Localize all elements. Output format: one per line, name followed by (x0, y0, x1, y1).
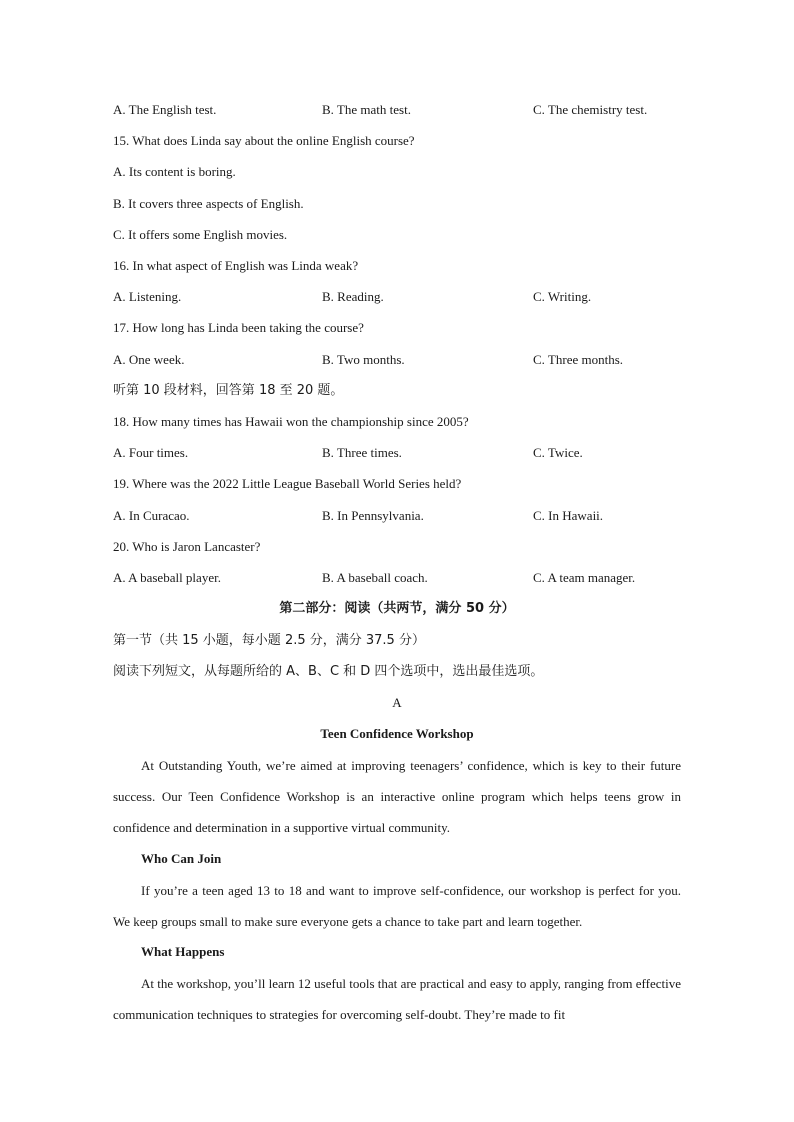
q17-option-b: B. Two months. (322, 352, 405, 367)
q20-question: 20. Who is Jaron Lancaster? (113, 539, 261, 554)
q18-question: 18. How many times has Hawaii won the championship since 2005? (113, 414, 469, 429)
who-heading: Who Can Join (141, 851, 222, 866)
q17-option-c: C. Three months. (533, 352, 624, 367)
q20-option-c: C. A team manager. (533, 570, 636, 585)
passage-label: A (392, 695, 402, 710)
section1-title: 第一节（共 15 小题，每小题 2.5 分，满分 37.5 分） (113, 633, 425, 648)
part2-title: 第二部分：阅读（共两节，满分 50 分） (279, 601, 515, 616)
q16-option-b: B. Reading. (322, 289, 384, 304)
q18-option-a: A. Four times. (113, 445, 189, 460)
q15-option-c: C. It offers some English movies. (113, 227, 288, 242)
q15-question: 15. What does Linda say about the online English course? (113, 133, 415, 148)
q20-option-b: B. A baseball coach. (322, 570, 428, 585)
reading-instruction: 阅读下列短文，从每题所给的 A、B、C 和 D 四个选项中，选出最佳选项。 (113, 664, 544, 679)
q16-option-c: C. Writing. (533, 289, 592, 304)
passage-intro: At Outstanding Youth, we’re aimed at improving teenagers’ confidence, which is key to their future success. Our Teen Confidence Workshop is an interactive online program which helps teens grow in confidence and determination in a supportive virtual community. (113, 758, 681, 836)
q17-question: 17. How long has Linda been taking the course? (113, 320, 364, 335)
what-text: At the workshop, you’ll learn 12 useful tools that are practical and easy to apply, ranging from effective communication techniques to strategies for overcoming self-doubt. They’re made to fit (113, 976, 681, 1023)
q14-option-a: A. The English test. (113, 102, 217, 117)
q18-option-b: B. Three times. (322, 445, 402, 460)
q19-question: 19. Where was the 2022 Little League Baseball World Series held? (113, 476, 462, 491)
q17-option-a: A. One week. (113, 352, 185, 367)
what-heading: What Happens (141, 944, 225, 959)
q15-option-a: A. Its content is boring. (113, 164, 236, 179)
q19-option-b: B. In Pennsylvania. (322, 508, 424, 523)
q16-option-a: A. Listening. (113, 289, 182, 304)
q19-option-a: A. In Curacao. (113, 508, 190, 523)
q14-option-c: C. The chemistry test. (533, 102, 648, 117)
q18-option-c: C. Twice. (533, 445, 583, 460)
q16-question: 16. In what aspect of English was Linda weak? (113, 258, 359, 273)
q19-option-c: C. In Hawaii. (533, 508, 604, 523)
passage-title: Teen Confidence Workshop (320, 726, 474, 741)
q15-option-b: B. It covers three aspects of English. (113, 196, 304, 211)
q20-option-a: A. A baseball player. (113, 570, 221, 585)
who-text: If you’re a teen aged 13 to 18 and want to improve self-confidence, our workshop is perfect for you. We keep groups small to make sure everyone gets a chance to take part and learn together. (113, 883, 681, 930)
q14-option-b: B. The math test. (322, 102, 411, 117)
section10-instruction: 听第 10 段材料，回答第 18 至 20 题。 (113, 383, 344, 398)
